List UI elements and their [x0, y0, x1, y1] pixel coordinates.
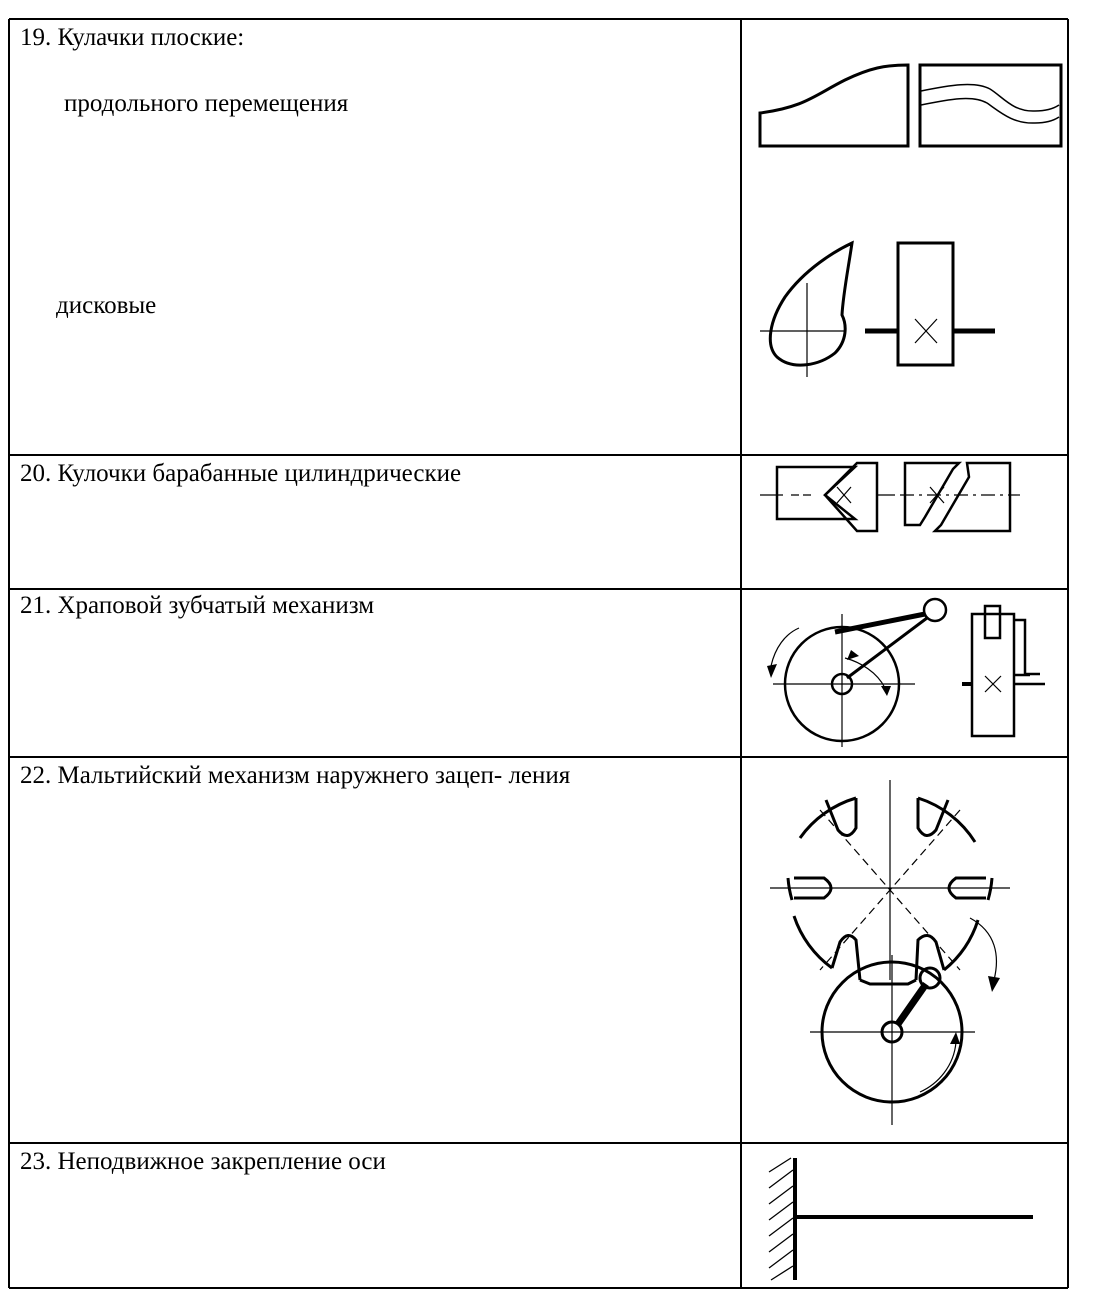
geneva-mechanism-symbol: [760, 770, 1060, 1135]
ratchet-mechanism-symbol: [755, 592, 1055, 747]
row-21-title: 21. Храповой зубчатый механизм: [20, 592, 375, 619]
row-23-title: 23. Неподвижное закрепление оси: [20, 1148, 386, 1175]
disc-cam-symbol: [755, 235, 1005, 385]
drum-cam-symbol: [755, 455, 1045, 550]
longitudinal-cam-symbol: [745, 25, 1065, 160]
row-19-subtitle-longitudinal: продольного перемещения: [64, 90, 349, 117]
row-20-title: 20. Кулочки барабанные цилиндрические: [20, 460, 462, 487]
row-19-subtitle-disc: дисковые: [56, 292, 157, 319]
fixed-axis-mount-symbol: [755, 1150, 1045, 1285]
row-19-title: 19. Кулачки плоские:: [20, 24, 245, 51]
row-22-title: 22. Мальтийский механизм наружнего зацеп- ления: [20, 762, 571, 789]
